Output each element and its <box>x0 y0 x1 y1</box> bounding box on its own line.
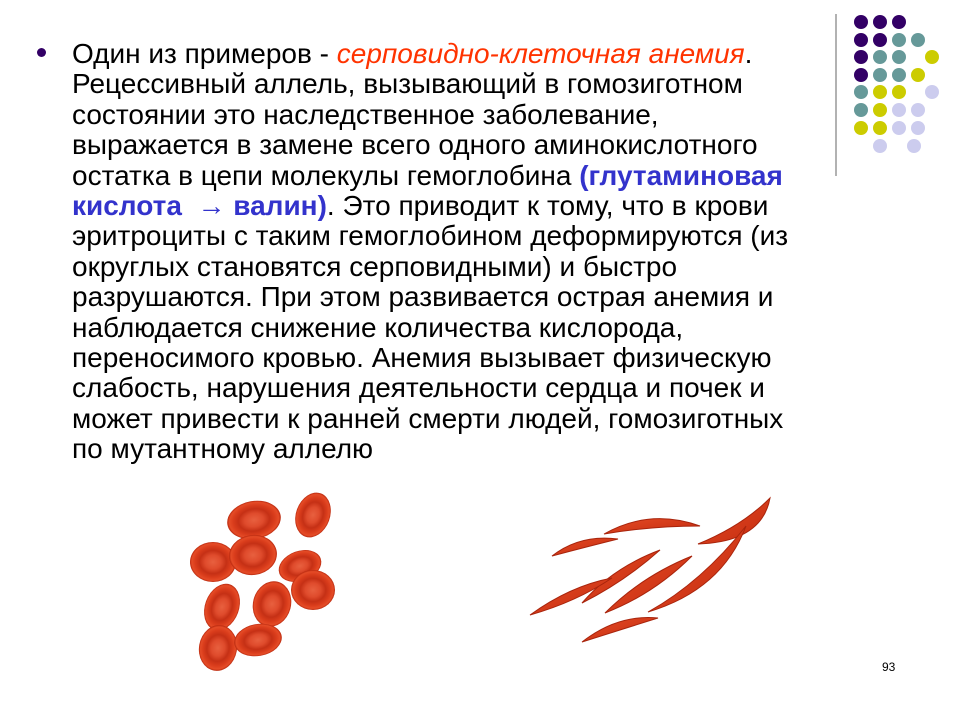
sickle-cell <box>582 618 658 643</box>
decor-dot <box>854 121 868 135</box>
decor-dot <box>892 103 906 117</box>
red-blood-cell <box>232 620 285 660</box>
text-segment: Рецессивный аллель, вызывающий в гомозиготном <box>72 68 743 100</box>
red-blood-cell <box>248 577 297 631</box>
text-line <box>72 282 788 312</box>
decor-dot <box>873 121 887 135</box>
sickle-cell <box>698 498 770 544</box>
sickle-cell <box>605 556 692 613</box>
red-blood-cell <box>195 622 240 674</box>
text-segment: наблюдается снижение количества кислорода, <box>72 311 684 343</box>
red-blood-cell <box>289 490 337 542</box>
sickle-cell <box>552 538 618 556</box>
decor-dot <box>925 50 939 64</box>
page-number: 93 <box>882 660 896 674</box>
text-segment: остатка в цепи молекулы гемоглобина <box>72 159 580 191</box>
normal-red-blood-cells-image <box>180 490 350 675</box>
text-line <box>72 161 788 191</box>
decor-dot <box>873 139 887 153</box>
decor-dot <box>873 68 887 82</box>
decor-dot <box>873 103 887 117</box>
highlighted-term-amino-acid: кислота → валин) <box>72 189 327 221</box>
text-line <box>72 100 788 130</box>
decor-dot <box>892 68 906 82</box>
highlighted-term-sickle-cell-anemia: серповидно-клеточная анемия <box>336 38 745 69</box>
text-segment: переносимого кровью. Анемия вызывает физическую <box>72 341 772 373</box>
decor-dot <box>854 33 868 47</box>
text-line <box>72 343 788 373</box>
text-segment: по мутантному аллелю <box>72 433 374 465</box>
text-line <box>72 313 788 343</box>
red-blood-cell <box>291 570 335 610</box>
decor-dot <box>911 121 925 135</box>
text-segment: . <box>744 38 753 69</box>
decor-dot <box>873 85 887 99</box>
decor-dot <box>854 50 868 64</box>
sickle-cells-image <box>520 490 780 655</box>
decor-dot <box>892 33 906 47</box>
decor-dot <box>854 103 868 117</box>
decor-dot <box>873 50 887 64</box>
decor-dot <box>892 85 906 99</box>
text-segment: . Это приводит к тому, что в крови <box>326 189 769 221</box>
text-segment: эритроциты с таким гемоглобином деформируются (из <box>72 220 789 252</box>
text-segment: Один из примеров - <box>72 38 337 69</box>
text-line <box>72 252 788 282</box>
sickle-cell <box>604 519 700 534</box>
bullet-dot-icon <box>37 48 46 57</box>
decorative-dot-grid <box>820 0 960 180</box>
text-line <box>72 404 788 434</box>
decor-dot <box>873 15 887 29</box>
sickle-cell <box>530 578 612 615</box>
decor-dot <box>911 103 925 117</box>
text-line <box>72 434 788 464</box>
text-segment: выражается в замене всего одного аминокислотного <box>72 129 758 161</box>
text-line <box>72 221 788 251</box>
decor-dot <box>854 15 868 29</box>
text-line <box>72 373 788 403</box>
decor-dot <box>854 68 868 82</box>
decor-dot <box>873 33 887 47</box>
text-segment: округлых становятся серповидными) и быстро <box>72 250 678 282</box>
decor-dot <box>925 85 939 99</box>
text-segment: слабость, нарушения деятельности сердца и почек и <box>72 372 765 404</box>
decor-dot <box>854 85 868 99</box>
text-segment: разрушаются. При этом развивается острая анемия и <box>72 281 774 313</box>
text-line <box>72 69 788 99</box>
text-line <box>72 39 788 69</box>
text-segment: может привести к ранней смерти людей, гомозиготных <box>72 402 784 434</box>
decor-dot <box>907 139 921 153</box>
highlighted-term-amino-acid: (глутаминовая <box>579 159 783 191</box>
sickle-cell <box>582 550 660 603</box>
decor-dot <box>911 68 925 82</box>
red-blood-cell <box>190 542 236 582</box>
text-line <box>72 130 788 160</box>
slide-body-text <box>72 39 788 464</box>
red-blood-cell <box>226 532 279 578</box>
decor-dot <box>892 15 906 29</box>
decor-dot <box>892 121 906 135</box>
text-line <box>72 191 788 221</box>
text-segment: состоянии это наследственное заболевание, <box>72 98 659 130</box>
decor-dot <box>911 33 925 47</box>
decor-dot <box>892 50 906 64</box>
